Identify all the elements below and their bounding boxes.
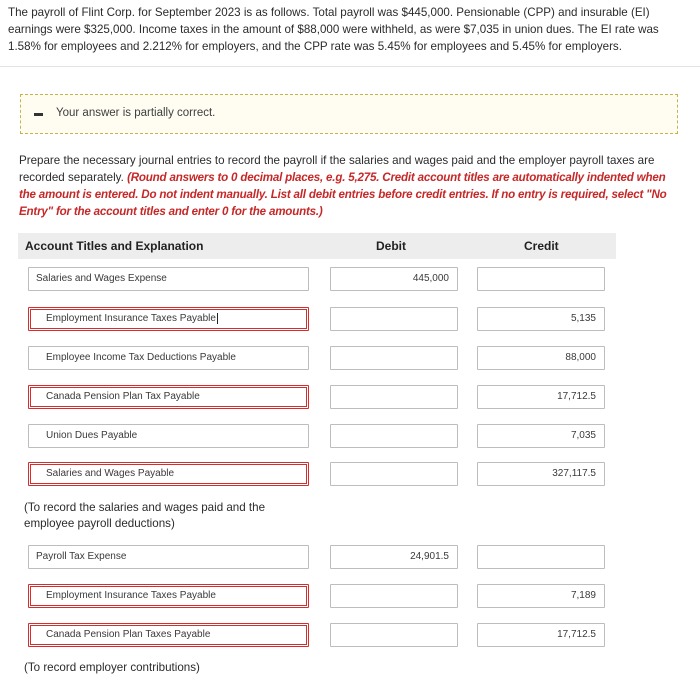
- account-field[interactable]: Employment Insurance Taxes Payable: [28, 584, 309, 608]
- header-account: Account Titles and Explanation: [25, 239, 204, 253]
- debit-field[interactable]: [330, 346, 458, 370]
- feedback-banner: [20, 94, 678, 134]
- instructions-emphasis: (Round answers to 0 decimal places, e.g. 5,275. Credit account titles are automatically indented when the amount is entered. Do not indent manually. List all debit entries before credit entries. If no entry is required, select "No Entry" for the account titles and enter 0 for the amounts.): [19, 171, 667, 218]
- credit-field[interactable]: 17,712.5: [477, 623, 605, 647]
- credit-field[interactable]: 17,712.5: [477, 385, 605, 409]
- debit-field[interactable]: 24,901.5: [330, 545, 458, 569]
- credit-field[interactable]: [477, 545, 605, 569]
- credit-field[interactable]: [477, 267, 605, 291]
- debit-field[interactable]: [330, 623, 458, 647]
- account-field[interactable]: Canada Pension Plan Tax Payable: [28, 385, 309, 409]
- header-debit: Debit: [376, 239, 406, 253]
- divider: [0, 66, 700, 67]
- table-header: [18, 233, 616, 259]
- account-field[interactable]: [28, 307, 309, 331]
- header-credit: Credit: [524, 239, 559, 253]
- entry-explanation: (To record the salaries and wages paid and the employee payroll deductions): [24, 501, 266, 530]
- account-field[interactable]: Salaries and Wages Payable: [28, 462, 309, 486]
- debit-field[interactable]: [330, 307, 458, 331]
- instructions-text: Prepare the necessary journal entries to record the payroll if the salaries and wages paid and the employer payroll taxes are recorded separately.: [19, 154, 655, 184]
- account-field[interactable]: Union Dues Payable: [28, 424, 309, 448]
- partial-correct-icon: [34, 113, 43, 116]
- account-field[interactable]: Salaries and Wages Expense: [28, 267, 309, 291]
- problem-statement: The payroll of Flint Corp. for September 2023 is as follows. Total payroll was $445,000. Pensionable (CPP) and insurable (EI) earnings were $325,000. Income taxes in the amount of $88,000 were withheld, as were $7,035 in union dues. The EI rate was 1.58% for employees and 2.212% for employers, and the CPP rate was 5.45% for employees and 5.45% for employers.: [8, 6, 659, 53]
- entry-explanation: (To record employer contributions): [24, 661, 200, 674]
- debit-field[interactable]: [330, 584, 458, 608]
- debit-field[interactable]: 445,000: [330, 267, 458, 291]
- instructions: [19, 152, 683, 220]
- feedback-message: Your answer is partially correct.: [56, 107, 216, 119]
- debit-field[interactable]: [330, 462, 458, 486]
- credit-field[interactable]: 327,117.5: [477, 462, 605, 486]
- account-text: Employment Insurance Taxes Payable: [46, 313, 216, 324]
- credit-field[interactable]: 88,000: [477, 346, 605, 370]
- account-field[interactable]: Employee Income Tax Deductions Payable: [28, 346, 309, 370]
- account-field[interactable]: Canada Pension Plan Taxes Payable: [28, 623, 309, 647]
- credit-field[interactable]: 7,189: [477, 584, 605, 608]
- credit-field[interactable]: 5,135: [477, 307, 605, 331]
- credit-field[interactable]: 7,035: [477, 424, 605, 448]
- account-field[interactable]: Payroll Tax Expense: [28, 545, 309, 569]
- debit-field[interactable]: [330, 385, 458, 409]
- debit-field[interactable]: [330, 424, 458, 448]
